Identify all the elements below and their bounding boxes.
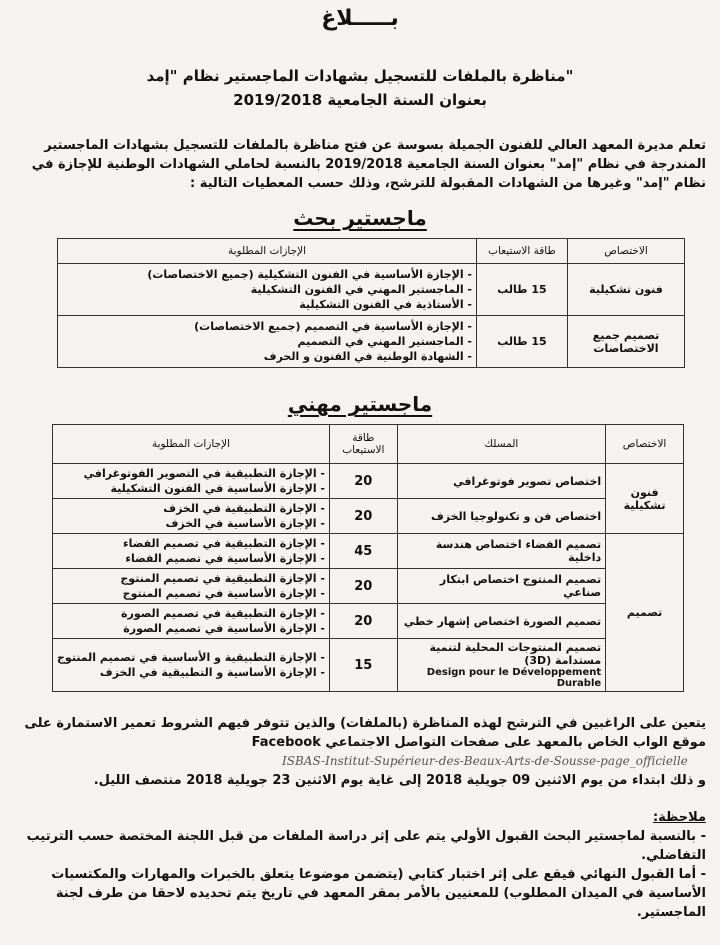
capacity-cell: 20: [329, 569, 397, 604]
degree-item: - الإجازة الأساسية و التطبيقية في الخزف: [99, 666, 325, 679]
specialty-cell: فنون تشكيلية: [568, 264, 685, 316]
header-degrees: الإجازات المطلوبة: [53, 425, 330, 464]
track-cell: اختصاص تصوير فوتوغرافي: [397, 464, 606, 499]
header-degrees: الإجازات المطلوبة: [58, 239, 477, 264]
research-table: [57, 238, 685, 368]
table-row: [53, 569, 684, 604]
specialty-cell: فنون تشكيلية: [606, 464, 684, 534]
degree-item: - الإجازة التطبيقية في تصميم الفضاء: [123, 537, 325, 550]
track-text: تصميم المنتوجات المحلية لتنمية مستدامة (3D): [429, 641, 602, 667]
header-specialty: الاختصاص: [606, 425, 684, 464]
capacity-cell: 15 طالب: [477, 264, 568, 316]
degree-item: - الإجازة الأساسية في تصميم الصورة: [123, 622, 325, 635]
track-text-fr: Design pour le Développement Durable: [426, 667, 602, 689]
table-row: [53, 604, 684, 639]
degrees-cell: [53, 604, 330, 639]
professional-section-title: ماجستير مهني: [287, 392, 433, 416]
table-row: [53, 499, 684, 534]
degrees-cell: [53, 639, 330, 692]
note-item: - أما القبول النهائي فيقع على إثر اختبار كتابي (يتضمن موضوعا يتعلق بالخبرات والمهارات والمكتسبات الأساسية في الميدان المطلوب) للمعنيين بالأمر بمقر المعهد في تاريخ يتم تحديده لاحقا من طرف لجنة الماجستير.: [51, 867, 706, 920]
degrees-cell: [58, 264, 477, 316]
degree-item: - الإجازة الأساسية في الفنون التشكيلية (جميع الاختصاصات): [147, 268, 472, 281]
track-cell: [397, 639, 606, 692]
capacity-cell: 15: [329, 639, 397, 692]
degree-item: - الإجازة الأساسية في تصميم الفضاء: [125, 552, 325, 565]
degree-item: - الشهادة الوطنية في الفنون و الحرف: [263, 350, 472, 363]
degrees-cell: [53, 464, 330, 499]
header-specialty: الاختصاص: [568, 239, 685, 264]
degrees-cell: [53, 569, 330, 604]
track-cell: تصميم الصورة اختصاص إشهار خطي: [397, 604, 606, 639]
degree-item: - الأستاذية في الفنون التشكيلية: [299, 298, 472, 311]
capacity-cell: 45: [329, 534, 397, 569]
table-row: [58, 264, 685, 316]
degree-item: - الإجازة التطبيقية في الخزف: [163, 502, 325, 515]
registration-paragraph: [12, 714, 706, 790]
page-subtitle: [0, 64, 720, 112]
table-row: [53, 534, 684, 569]
subtitle-line-1: مناظرة بالملفات للتسجيل بشهادات الماجستير نظام "إمد": [146, 67, 574, 85]
subtitle-line-2: بعنوان السنة الجامعية 2019/2018: [233, 91, 487, 109]
header-track: المسلك: [397, 425, 606, 464]
degree-item: - الإجازة الأساسية في التصميم (جميع الاختصاصات): [194, 320, 472, 333]
degree-item: - الماجستير المهني في التصميم: [297, 335, 472, 348]
degree-item: - الإجازة الأساسية في الفنون التشكيلية: [110, 482, 325, 495]
header-capacity: طاقة الاستيعاب: [477, 239, 568, 264]
capacity-cell: 20: [329, 604, 397, 639]
degrees-cell: [53, 499, 330, 534]
degree-item: - الإجازة الأساسية في تصميم المنتوج: [122, 587, 325, 600]
facebook-page-link[interactable]: ISBAS-Institut-Supérieur-des-Beaux-Arts-de-Sousse-page_officielle: [282, 754, 688, 768]
professional-table: [52, 424, 684, 692]
note-item: - بالنسبة لماجستير البحث القبول الأولي يتم على إثر دراسة الملفات من قبل اللجنة المختصة حسب الترتيب التفاضلي.: [26, 829, 706, 863]
research-section-title: ماجستير بحث: [293, 206, 427, 230]
specialty-cell: تصميم: [606, 534, 684, 692]
registration-dates: و ذلك ابتداء من يوم الاثنين 09 جويلية 2018 إلى غاية يوم الاثنين 23 جويلية 2018 منتصف الليل.: [93, 773, 706, 788]
table-row: [53, 464, 684, 499]
degree-item: - الإجازة التطبيقية في تصميم المنتوج: [120, 572, 325, 585]
degree-item: - الإجازة التطبيقية و الأساسية في تصميم المنتوج: [57, 651, 325, 664]
registration-text: يتعين على الراغبين في الترشح لهذه المناظرة (بالملفات) والذين تتوفر فيهم الشروط تعمير الاستمارة على موقع الواب الخاص بالمعهد على صفحات التواصل الاجتماعي Facebook: [24, 716, 706, 750]
table-row: [58, 316, 685, 368]
page-title: بـــــلاغ: [321, 6, 399, 31]
professional-table-header: [53, 425, 684, 464]
track-cell: اختصاص فن و تكنولوجيا الخزف: [397, 499, 606, 534]
degrees-cell: [58, 316, 477, 368]
capacity-cell: 20: [329, 499, 397, 534]
track-cell: تصميم الفضاء اختصاص هندسة داخلية: [397, 534, 606, 569]
degree-item: - الماجستير المهني في الفنون التشكيلية: [250, 283, 472, 296]
degree-item: - الإجازة الأساسية في الخزف: [165, 517, 325, 530]
notes-section: [12, 808, 706, 922]
specialty-cell: تصميم جميع الاختصاصات: [568, 316, 685, 368]
research-table-header: [58, 239, 685, 264]
capacity-cell: 20: [329, 464, 397, 499]
degree-item: - الإجازة التطبيقية في تصميم الصورة: [121, 607, 325, 620]
header-capacity: طاقة الاستيعاب: [329, 425, 397, 464]
notes-heading: ملاحظة:: [652, 810, 706, 825]
capacity-cell: 15 طالب: [477, 316, 568, 368]
table-row: [53, 639, 684, 692]
degree-item: - الإجازة التطبيقية في التصوير الفوتوغرافي: [83, 467, 325, 480]
degrees-cell: [53, 534, 330, 569]
intro-paragraph: تعلم مديرة المعهد العالي للفنون الجميلة بسوسة عن فتح مناظرة بالملفات للتسجيل بشهادات الماجستير المندرجة في نظام "إمد" بعنوان السنة الجامعية 2019/2018 بالنسبة لحاملي الشهادات الوطنية للإجازة في نظام "إمد" وغيرها من الشهادات المقبولة للترشح، وذلك حسب المعطيات التالية :: [31, 138, 706, 191]
track-cell: تصميم المنتوج اختصاص ابتكار صناعي: [397, 569, 606, 604]
